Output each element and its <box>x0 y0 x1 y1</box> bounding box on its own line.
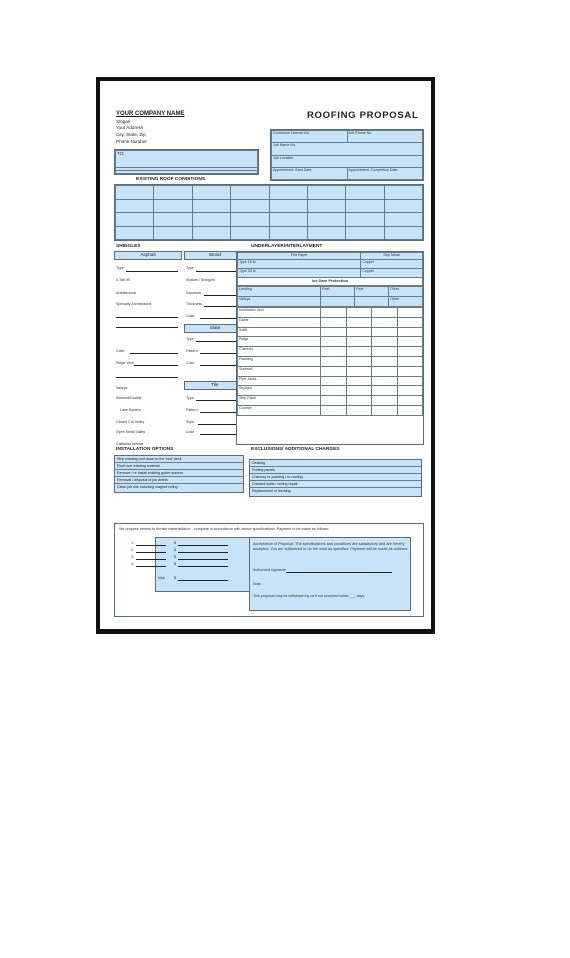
ventilation-cell[interactable] <box>372 337 397 347</box>
feet-1[interactable]: Feet <box>321 287 355 297</box>
ventilation-row-label: Step Flash <box>238 396 321 406</box>
exclusions-heading: EXCLUSIONS/ ADDITIONAL CHARGES <box>251 447 340 452</box>
ice-dam-header: Ice Dam Protection <box>238 278 423 286</box>
exclusion-item[interactable]: Replacement of decking <box>252 488 291 493</box>
ventilation-cell[interactable] <box>346 405 371 415</box>
ventilation-cell[interactable] <box>346 308 371 318</box>
ventilation-cell[interactable] <box>321 396 346 406</box>
appointment-start-label: Appointment: Start Date <box>272 167 348 179</box>
payment-box <box>114 523 424 617</box>
tile-color-label: Color <box>186 430 195 434</box>
ventilation-cell[interactable] <box>346 366 371 376</box>
ventilation-cell[interactable] <box>397 376 422 386</box>
ventilation-cell[interactable] <box>372 308 397 318</box>
asphalt-line-1[interactable] <box>116 317 178 318</box>
payment-intro: We propose hereby to furnish material/labor - complete in accordance with above specifications. Payment to be made as follows: <box>119 527 330 531</box>
exposure-label: Exposure <box>186 291 202 295</box>
to-label: TO: <box>116 151 258 168</box>
type30-option[interactable]: Type 30 lb <box>238 269 361 278</box>
existing-roof-heading: EXISTING ROOF CONDITIONS <box>136 177 206 182</box>
dollar-sign: $ <box>174 541 176 545</box>
total-label: total <box>158 576 165 580</box>
shakes-option[interactable]: Shakes / Shingles <box>186 278 215 282</box>
proposal-sheet <box>96 77 435 634</box>
asphalt-type-label: Type <box>116 266 124 270</box>
ventilation-cell[interactable] <box>346 347 371 357</box>
felt-paper-header: Felt Paper <box>238 253 361 260</box>
dollar-sign: $ <box>174 548 176 552</box>
exclusion-item[interactable]: Decking <box>250 460 421 467</box>
ventilation-row-label: Skylight <box>238 386 321 396</box>
ventilation-cell[interactable] <box>397 366 422 376</box>
payment-desc-line[interactable] <box>136 552 166 553</box>
ventilation-cell[interactable] <box>321 337 346 347</box>
valleys-label: Valleys <box>116 386 128 390</box>
acceptance-box[interactable] <box>249 537 411 611</box>
ventilation-cell[interactable] <box>397 396 422 406</box>
ventilation-cell[interactable] <box>346 327 371 337</box>
ventilation-cell[interactable] <box>372 386 397 396</box>
installation-list[interactable] <box>114 455 244 493</box>
ventilation-cell[interactable] <box>372 317 397 327</box>
tile-header: Tile <box>184 381 246 390</box>
withdraw-text: This proposal may be withdrawn by us if not accepted within ___ days. <box>253 594 366 598</box>
payment-number: 3. <box>131 555 134 559</box>
proposal-title: ROOFING PROPOSAL <box>307 110 419 121</box>
amount-line[interactable] <box>178 545 228 546</box>
ventilation-cell[interactable] <box>372 405 397 415</box>
ventilation-cell[interactable] <box>321 366 346 376</box>
architectural-option[interactable]: Architectural <box>116 291 136 295</box>
wood-header: Wood <box>184 251 246 260</box>
thickness-label: Thickness <box>186 302 203 306</box>
job-info-box[interactable] <box>270 129 424 181</box>
dollar-sign: $ <box>174 576 176 580</box>
ventilation-cell[interactable] <box>372 366 397 376</box>
installation-item[interactable]: Strip existing roof down to the 'roof' deck <box>115 456 243 463</box>
asphalt-header: Asphalt <box>114 251 182 260</box>
closed-cut-option[interactable]: Closed Cut Valley <box>116 420 145 424</box>
exclusion-item[interactable]: Rotting panels <box>250 467 421 474</box>
underlayment-heading: UNDERLAYER/INTERLAYMENT <box>251 244 323 249</box>
company-tagline: Slogan <box>116 119 131 124</box>
ventilation-cell[interactable] <box>397 356 422 366</box>
ventilation-cell[interactable] <box>321 317 346 327</box>
slate-type-label: Type <box>186 337 194 341</box>
california-option[interactable]: California Weave <box>116 442 144 446</box>
ventilation-row-label: Soffit <box>238 327 321 337</box>
appointment-completion-label: Appointment: Completion Date <box>347 167 423 179</box>
signature-label: Authorized signature <box>253 568 286 572</box>
ridge-vent-line[interactable] <box>134 365 178 366</box>
drip-metal-header: Drip Metal <box>361 253 423 260</box>
ventilation-cell[interactable] <box>372 356 397 366</box>
slate-pattern-label: Pattern <box>186 349 198 353</box>
ventilation-cell[interactable] <box>397 405 422 415</box>
acceptance-text: Acceptance of Proposal: The specifications and conditions are satisfactory and are hereby accepted. You are authorized to do the work as specified. Payment will be made as outlined. <box>253 542 408 551</box>
ventilation-cell[interactable] <box>321 356 346 366</box>
type15-option[interactable]: Type 15 lb <box>238 260 361 269</box>
payment-desc-line[interactable] <box>136 566 166 567</box>
underlayment-box[interactable] <box>236 251 424 445</box>
ventilation-cell[interactable] <box>397 337 422 347</box>
job-phone-label: Job Phone No. <box>347 131 423 143</box>
ridge-vent-label: Ridge Vent <box>116 361 134 365</box>
ventilation-row-label: Counter <box>238 405 321 415</box>
company-address: Your Address <box>116 125 144 130</box>
ventilation-cell[interactable] <box>397 327 422 337</box>
installation-item[interactable]: Roof over existing material <box>115 463 243 470</box>
ventilation-cell[interactable] <box>346 337 371 347</box>
ventilation-row-label: Flashing <box>238 356 321 366</box>
wood-color-label: Color <box>186 314 195 318</box>
tile-pattern-label: Pattern <box>186 408 198 412</box>
ventilation-cell[interactable] <box>397 347 422 357</box>
ventilation-cell[interactable] <box>321 405 346 415</box>
ventilation-cell[interactable] <box>321 308 346 318</box>
wood-type-label: Type <box>186 266 194 270</box>
ventilation-row-label: Ventilation Vent <box>238 308 321 318</box>
open-metal-option[interactable]: Open Metal Valley <box>116 430 146 434</box>
copper-option-1[interactable]: Copper <box>361 260 423 269</box>
payment-number: 1. <box>131 541 134 545</box>
ventilation-cell[interactable] <box>372 396 397 406</box>
payment-number: 4. <box>131 562 134 566</box>
asphalt-color-label: Color <box>116 349 125 353</box>
valleys-option[interactable]: Valleys <box>238 297 321 307</box>
lace-system-option[interactable]: Lace System <box>120 408 141 412</box>
contractor-license-label: Contractor License #/# <box>272 131 348 143</box>
ventilation-cell[interactable] <box>397 308 422 318</box>
asphalt-line-2[interactable] <box>116 327 178 328</box>
payment-number: 2. <box>131 548 134 552</box>
three-tab-option[interactable]: 3-Tab #5 <box>116 278 130 282</box>
asphalt-color-line[interactable] <box>130 353 178 354</box>
ventilation-cell[interactable] <box>372 347 397 357</box>
slate-color-label: Color <box>186 361 195 365</box>
signature-line[interactable] <box>286 572 392 573</box>
exclusion-item[interactable]: Chimney re-pointing / re-roofing <box>250 474 421 481</box>
payment-desc-line[interactable] <box>136 545 166 546</box>
other-2[interactable]: Other <box>389 297 423 307</box>
exclusions-list[interactable] <box>249 459 422 497</box>
other-1[interactable]: Other <box>389 287 423 297</box>
tile-style-label: Style <box>186 420 194 424</box>
job-name-label: Job Name No. <box>272 143 423 155</box>
installation-item[interactable]: Remove / re-install existing gutter system <box>115 470 243 477</box>
feet-2[interactable]: Feet <box>355 287 389 297</box>
ventilation-table[interactable] <box>237 307 423 416</box>
ventilation-cell[interactable] <box>346 356 371 366</box>
installation-item[interactable]: Clean job site including magnet rolling <box>117 484 178 489</box>
ventilation-cell[interactable] <box>346 317 371 327</box>
ventilation-cell[interactable] <box>346 386 371 396</box>
ventilation-cell[interactable] <box>321 376 346 386</box>
weaved-option[interactable]: Weaved/Double <box>116 396 142 400</box>
ventilation-cell[interactable] <box>397 386 422 396</box>
company-phone: Phone Number <box>116 139 147 144</box>
ventilation-cell[interactable] <box>346 396 371 406</box>
company-city: City, State, Zip <box>116 132 146 137</box>
to-box[interactable] <box>114 149 259 175</box>
installation-item[interactable]: Removal / disposal of job debris <box>115 477 243 484</box>
exclusion-item[interactable]: Cracked walls / ceiling repair <box>250 481 421 488</box>
asphalt-type-line[interactable] <box>126 271 178 272</box>
dollar-sign: $ <box>174 562 176 566</box>
ventilation-cell[interactable] <box>372 376 397 386</box>
ventilation-row-label: Pipe Jacks <box>238 376 321 386</box>
ventilation-cell[interactable] <box>321 327 346 337</box>
ventilation-cell[interactable] <box>397 317 422 327</box>
company-name: YOUR COMPANY NAME <box>116 111 185 117</box>
payment-schedule[interactable] <box>131 537 251 592</box>
dollar-sign: $ <box>174 555 176 559</box>
ventilation-row-label: Gable <box>238 317 321 327</box>
amount-line[interactable] <box>178 566 228 567</box>
amount-line[interactable] <box>178 559 228 560</box>
ventilation-cell[interactable] <box>321 386 346 396</box>
job-location-label: Job Location <box>272 155 423 167</box>
ventilation-row-label: Ridge <box>238 337 321 347</box>
amount-line[interactable] <box>178 552 228 553</box>
leading-option[interactable]: Leading <box>238 287 321 297</box>
existing-roof-grid[interactable] <box>114 184 424 241</box>
slate-header: Slate <box>184 324 246 333</box>
asphalt-line-3[interactable] <box>116 377 178 378</box>
ventilation-row-label: Chimney <box>238 347 321 357</box>
specialty-option[interactable]: Specialty Architectural <box>116 302 152 306</box>
payment-desc-line[interactable] <box>136 559 166 560</box>
tile-type-label: Type <box>186 396 194 400</box>
ventilation-cell[interactable] <box>372 327 397 337</box>
total-line[interactable] <box>178 580 228 581</box>
ventilation-cell[interactable] <box>346 376 371 386</box>
note-label: Note: <box>253 582 262 586</box>
copper-option-2[interactable]: Copper <box>361 269 423 278</box>
installation-heading: INSTALLATION OPTIONS <box>116 447 174 452</box>
ventilation-cell[interactable] <box>321 347 346 357</box>
shingles-heading: SHINGLES <box>116 244 141 249</box>
ventilation-row-label: Sidewall <box>238 366 321 376</box>
